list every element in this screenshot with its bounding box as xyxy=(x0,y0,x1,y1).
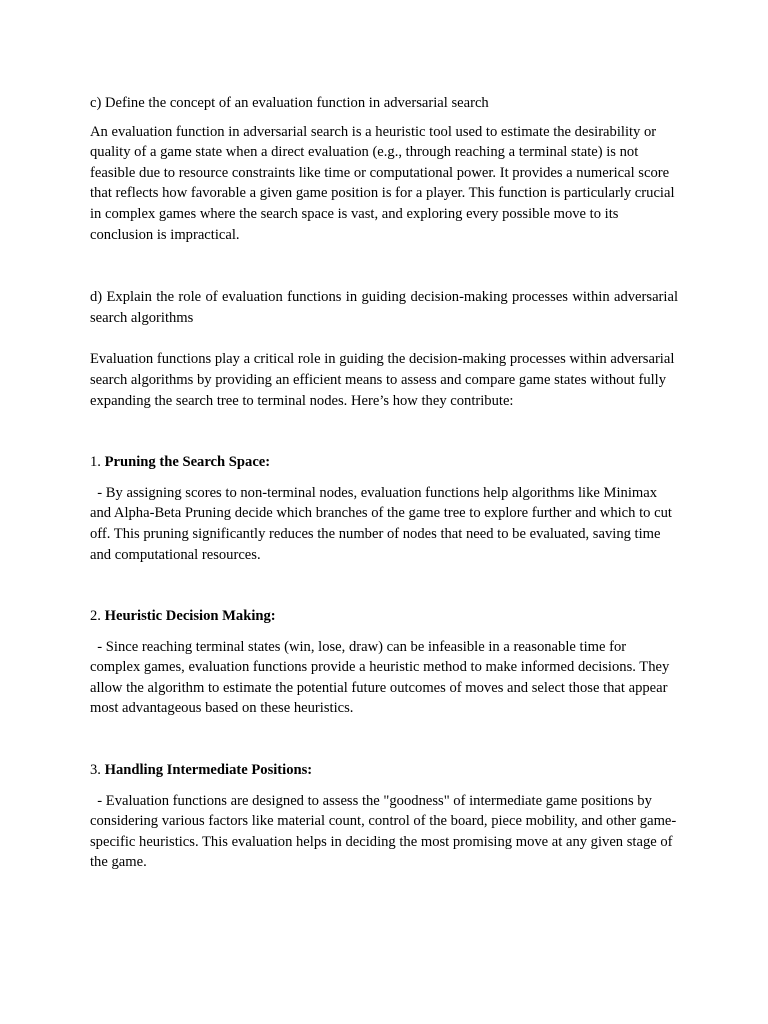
list-item-heading: Heuristic Decision Making: xyxy=(104,608,276,625)
list-item-3 xyxy=(90,760,678,873)
list-item-title xyxy=(90,452,678,473)
list-item-body xyxy=(90,483,678,565)
list-item-body-text: - Since reaching terminal states (win, lose, draw) can be infeasible in a reasonable time for complex games, evaluation functions provide a heuristic method to make informed decisions. They allow the algorithm to estimate the potential future outcomes of moves and select those that appear most advantageous based on these heuristics. xyxy=(90,638,670,717)
list-item-heading: Handling Intermediate Positions: xyxy=(104,762,313,779)
list-item-body-text: - By assigning scores to non-terminal nodes, evaluation functions help algorithms like Minimax and Alpha-Beta Pruning decide which branches of the game tree to explore further and which to cut off. This pruning significantly reduces the number of nodes that need to be evaluated, saving time and computational resources. xyxy=(90,484,672,563)
list-item-body xyxy=(90,791,678,873)
list-item-number: 3. xyxy=(90,762,101,779)
list-item-title xyxy=(90,760,678,781)
list-item-title xyxy=(90,606,678,627)
answer-c-paragraph: An evaluation function in adversarial search is a heuristic tool used to estimate the desirability or quality of a game state when a direct evaluation (e.g., through reaching a terminal state) is not feasible due to resource constraints like time or computational power. It provides a numerical score that reflects how favorable a given game position is for a player. This function is particularly crucial in complex games where the search space is vast, and exploring every possible move to its conclusion is impractical. xyxy=(90,123,675,243)
list-item-2 xyxy=(90,606,678,719)
list-item-number: 2. xyxy=(90,608,101,625)
question-d-heading: d) Explain the role of evaluation functions in guiding decision-making processes within adversarial search algorithms xyxy=(90,289,678,326)
list-item-1 xyxy=(90,452,678,565)
answer-d-intro-paragraph: Evaluation functions play a critical role in guiding the decision-making processes within adversarial search algorithms by providing an efficient means to assess and compare game states without fully expanding the search tree to terminal nodes. Here’s how they contribute: xyxy=(90,351,675,409)
list-item-heading: Pruning the Search Space: xyxy=(104,454,271,471)
document-page xyxy=(90,93,678,873)
list-item-body-text: - Evaluation functions are designed to assess the "goodness" of intermediate game positions by considering various factors like material count, control of the board, piece mobility, and other game-specific heuristics. This evaluation helps in deciding the most promising move at any given stage of the game. xyxy=(90,792,677,871)
list-item-number: 1. xyxy=(90,454,101,471)
list-item-body xyxy=(90,637,678,719)
question-c-heading: c) Define the concept of an evaluation function in adversarial search xyxy=(90,95,489,111)
